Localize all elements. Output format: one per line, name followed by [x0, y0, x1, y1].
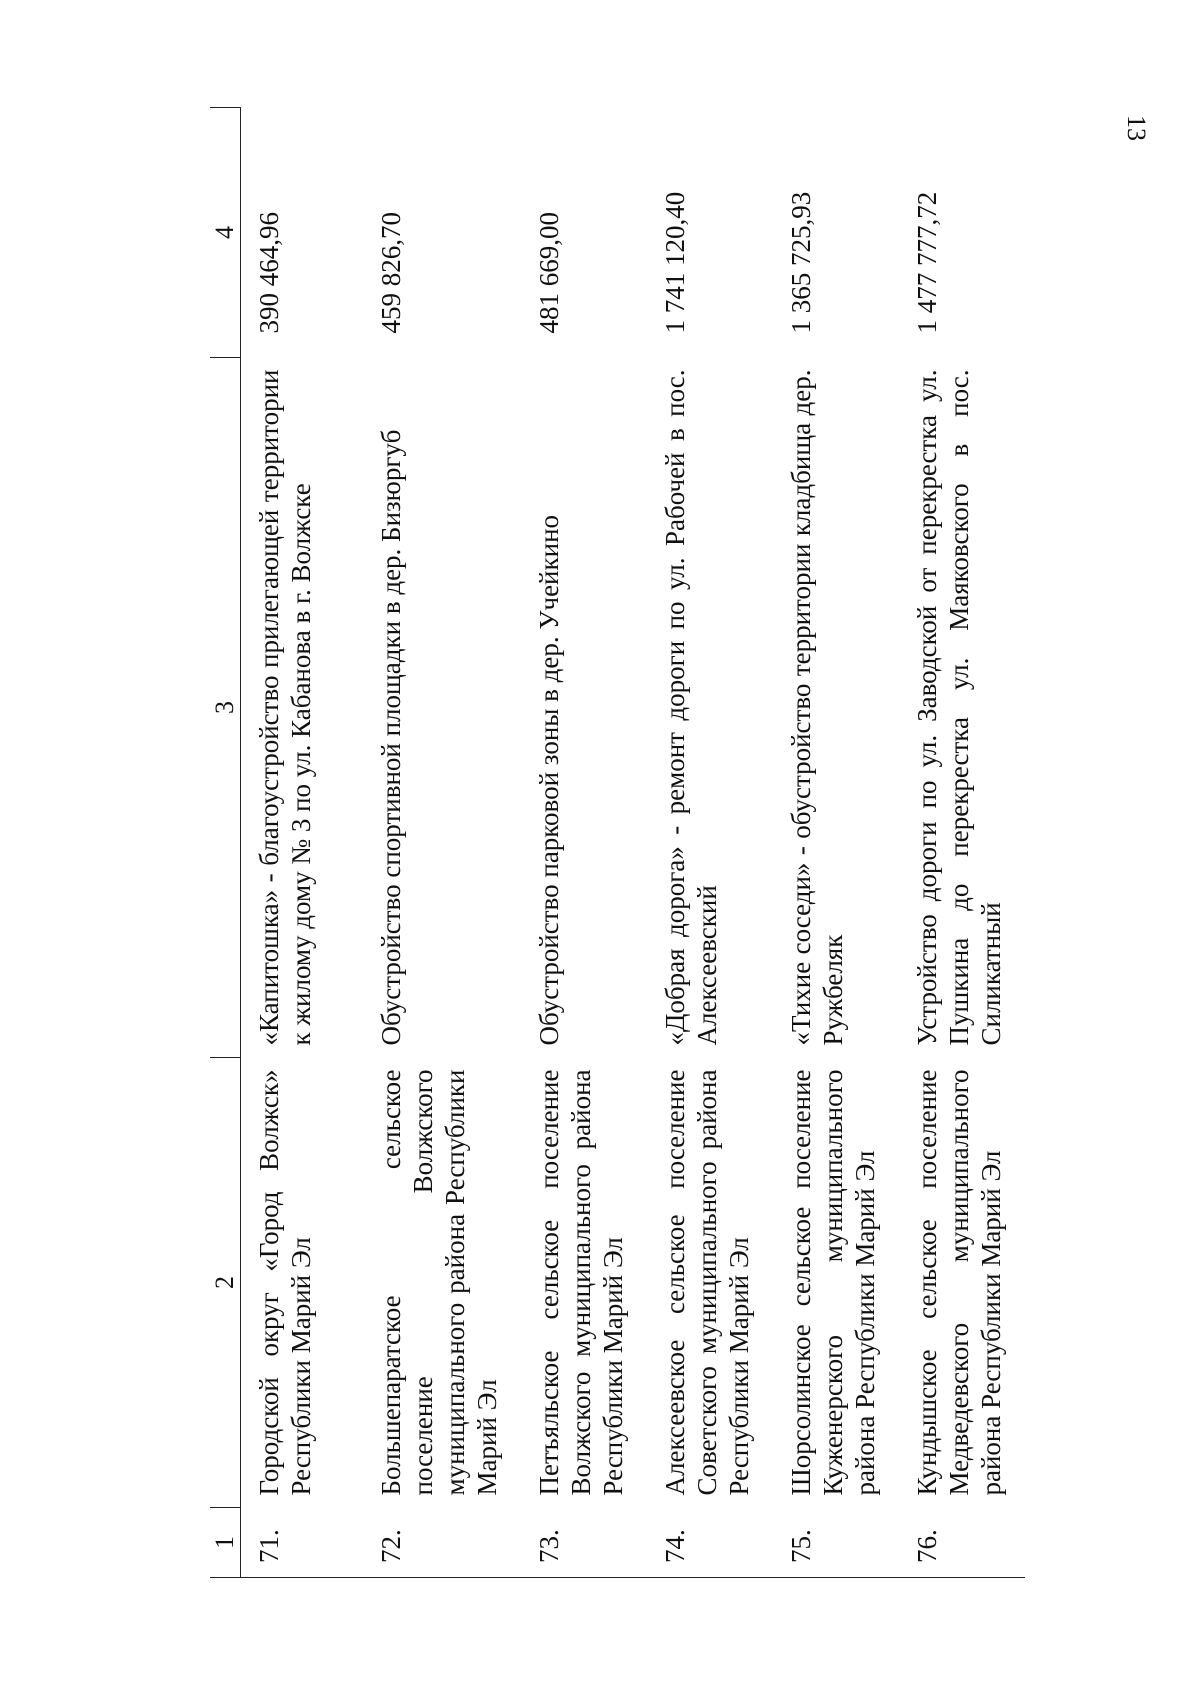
row-number: 76. — [899, 1508, 1025, 1578]
project-cell: «Капитошка» - благоустройство прилегающей территории к жилому дому № 3 по ул. Кабанова в г. Волжске — [254, 369, 316, 1046]
table-row — [241, 108, 364, 1578]
amount-cell: 1 741 120,40 — [660, 191, 690, 334]
table-row — [773, 108, 899, 1578]
column-header-3: 3 — [210, 358, 241, 1058]
project-cell: Устройство дороги по ул. Заводской от перекрестка ул. Пушкина до перекрестка ул. Маяковского в пос. Силикатный — [912, 369, 1006, 1046]
table-row — [363, 108, 521, 1578]
column-header-2: 2 — [210, 1058, 241, 1508]
municipality-cell: Кундышское сельское поселение Медведевского муниципального района Республики Марий Эл — [912, 1069, 1006, 1496]
municipality-cell: Городской округ «Город Волжск» Республики Марий Эл — [254, 1069, 316, 1496]
amount-cell: 481 669,00 — [534, 212, 564, 334]
table-row — [647, 108, 773, 1578]
subsidy-table — [210, 107, 1025, 1578]
project-cell: Обустройство парковой зоны в дер. Учейкино — [534, 514, 564, 1046]
table-row — [521, 108, 647, 1578]
amount-cell: 459 826,70 — [376, 212, 406, 334]
row-number: 74. — [647, 1508, 773, 1578]
amount-cell: 390 464,96 — [254, 212, 284, 334]
project-cell: «Добрая дорога» - ремонт дороги по ул. Рабочей в пос. Алексеевский — [660, 369, 722, 1046]
table-header-row — [210, 108, 241, 1578]
table-row — [899, 108, 1025, 1578]
row-number: 71. — [241, 1508, 364, 1578]
column-header-1: 1 — [210, 1508, 241, 1578]
municipality-cell: Петъяльское сельское поселение Волжского муниципального района Республики Марий Эл — [534, 1069, 628, 1496]
row-number: 73. — [521, 1508, 647, 1578]
municipality-cell: Большепаратское сельское поселение Волжского муниципального района Республики Марий Эл — [376, 1069, 502, 1496]
municipality-cell: Алексеевское сельское поселение Советского муниципального района Республики Марий Эл — [660, 1069, 754, 1496]
column-header-4: 4 — [210, 108, 241, 358]
amount-cell: 1 477 777,72 — [912, 191, 942, 334]
row-number: 75. — [773, 1508, 899, 1578]
page-number: 13 — [1122, 115, 1151, 141]
municipality-cell: Шорсолинское сельское поселение Куженерского муниципального района Республики Марий Эл — [786, 1069, 880, 1496]
project-cell: Обустройство спортивной площадки в дер. Бизюргуб — [376, 429, 406, 1046]
rotated-table-container — [210, 108, 1030, 1578]
project-cell: «Тихие соседи» - обустройство территории кладбища дер. Ружбеляк — [786, 369, 848, 1046]
row-number: 72. — [363, 1508, 521, 1578]
amount-cell: 1 365 725,93 — [786, 191, 816, 334]
